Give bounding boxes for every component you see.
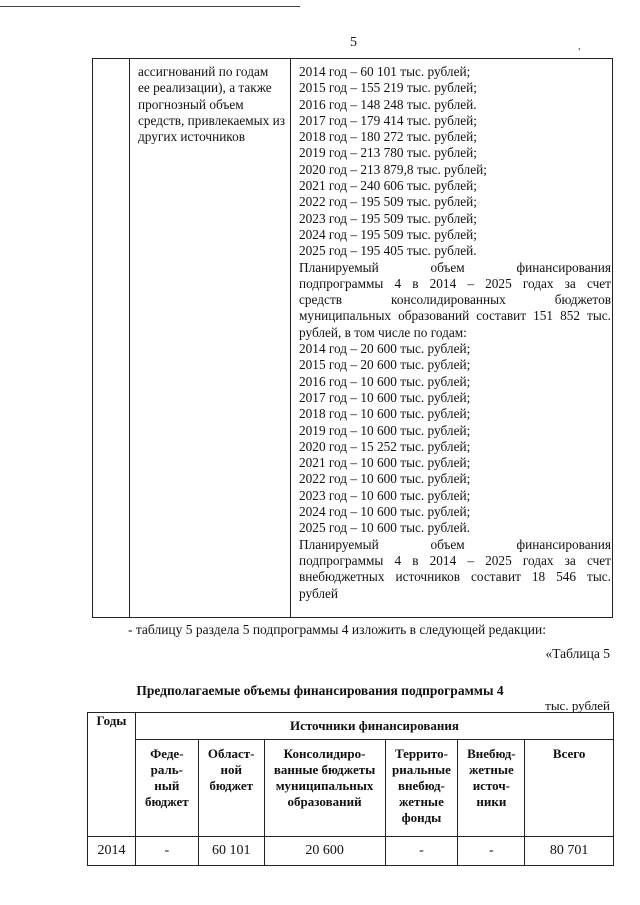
column-header-line: жетные: [399, 794, 444, 809]
column-header-line: ной: [220, 762, 242, 777]
column-header-line: риальные: [391, 762, 451, 777]
column-header-line: образований: [287, 794, 362, 809]
regional-year-line: 2014 год – 60 101 тыс. рублей;: [299, 64, 471, 79]
financing-table: [87, 712, 614, 866]
column-headers-row: [88, 740, 614, 837]
table-body: [88, 837, 614, 866]
regional-year-line: 2022 год – 195 509 тыс. рублей;: [299, 194, 477, 210]
value-cell: -: [135, 837, 198, 866]
municipal-year-line: 2021 год – 10 600 тыс. рублей;: [299, 455, 471, 471]
regional-year-line: 2016 год – 148 248 тыс. рублей.: [299, 96, 477, 112]
regional-budget-years: [299, 64, 611, 260]
regional-year-line: 2021 год – 240 606 тыс. рублей;: [299, 178, 477, 194]
municipal-year-line: 2017 год – 10 600 тыс. рублей;: [299, 389, 471, 405]
table-number-column: [93, 59, 130, 617]
municipal-year-line: 2014 год – 20 600 тыс. рублей;: [299, 341, 471, 357]
description-line: средств, привлекаемых из: [138, 112, 285, 128]
table-description-column: [130, 59, 291, 617]
column-header-line: Внебюд-: [467, 746, 516, 761]
value-cell: 80 701: [525, 837, 614, 866]
municipal-year-line: 2023 год – 10 600 тыс. рублей;: [299, 487, 471, 503]
extrabudget-line: рублей: [299, 585, 339, 601]
column-header-line: раль-: [150, 762, 183, 777]
column-header-line: жетные: [468, 762, 514, 777]
municipal-year-line: 2018 год – 10 600 тыс. рублей;: [299, 406, 471, 422]
municipal-intro-line: средств консолидированных бюджетов: [299, 292, 611, 308]
municipal-budget-years: [299, 341, 611, 537]
scan-mark: ,: [578, 40, 581, 52]
extrabudget-line: внебюджетных источников составит 18 546 тыс.: [299, 569, 611, 585]
column-header-line: Консолидиро-: [283, 746, 366, 761]
column-header-line: Област-: [207, 746, 255, 761]
table-title: Предполагаемые объемы финансирования подпрограммы 4: [136, 683, 504, 698]
municipal-year-line: 2015 год – 20 600 тыс. рублей;: [299, 357, 471, 373]
column-header-line: бюджет: [209, 778, 254, 793]
table-label: «Таблица 5: [545, 646, 610, 661]
municipal-year-line: 2019 год – 10 600 тыс. рублей;: [299, 422, 471, 438]
column-header: [525, 740, 614, 837]
regional-year-line: 2020 год – 213 879,8 тыс. рублей;: [299, 161, 487, 177]
description-line: ассигнований по годам: [138, 64, 269, 79]
extrabudget-line: Планируемый объем финансирования: [299, 536, 611, 552]
units-label: тыс. рублей: [545, 698, 610, 713]
regional-year-line: 2019 год – 213 780 тыс. рублей;: [299, 145, 477, 161]
column-header: [135, 740, 198, 837]
regional-year-line: 2018 год – 180 272 тыс. рублей;: [299, 129, 477, 145]
municipal-intro: [299, 260, 611, 341]
column-header: [458, 740, 525, 837]
municipal-intro-line: подпрограммы 4 в 2014 – 2025 годах за счет: [299, 275, 611, 291]
column-header-line: Террито-: [394, 746, 448, 761]
regional-year-line: 2023 год – 195 509 тыс. рублей;: [299, 210, 477, 226]
instruction-text: - таблицу 5 раздела 5 подпрограммы 4 изложить в следующей редакции:: [128, 622, 547, 637]
municipal-year-line: 2020 год – 15 252 тыс. рублей;: [299, 438, 471, 454]
municipal-year-line: 2022 год – 10 600 тыс. рублей;: [299, 471, 471, 487]
value-cell: -: [458, 837, 525, 866]
table-row: [88, 837, 614, 866]
page-number: 5: [350, 35, 357, 50]
municipal-year-line: 2016 год – 10 600 тыс. рублей;: [299, 373, 471, 389]
column-header-line: бюджет: [144, 794, 189, 809]
top-rule: [0, 6, 300, 7]
value-cell: 60 101: [198, 837, 264, 866]
regional-year-line: 2015 год – 155 219 тыс. рублей;: [299, 80, 477, 96]
description-line: ее реализации), а также: [138, 80, 272, 96]
description-line: других источников: [138, 129, 246, 145]
sources-header: Источники финансирования: [135, 713, 613, 740]
table-financing-column: [291, 59, 613, 617]
value-cell: 20 600: [264, 837, 385, 866]
regional-year-line: 2024 год – 195 509 тыс. рублей;: [299, 226, 477, 242]
years-header: Годы: [88, 713, 136, 837]
extrabudget-line: подпрограммы 4 в 2014 – 2025 годах за счет: [299, 552, 611, 568]
municipal-intro-line: Планируемый объем финансирования: [299, 259, 611, 275]
municipal-intro-line: рублей, в том числе по годам:: [299, 324, 467, 340]
column-header: [385, 740, 458, 837]
year-cell: 2014: [88, 837, 136, 866]
column-header-line: муниципальных: [275, 778, 374, 793]
municipal-intro-line: муниципальных образований составит 151 852 тыс.: [299, 308, 611, 324]
column-header-line: ванные бюджеты: [273, 762, 376, 777]
financing-text: [299, 64, 611, 602]
column-header-line: ный: [154, 778, 180, 793]
description-text: [138, 64, 290, 145]
column-header-line: внебюд-: [398, 778, 445, 793]
regional-year-line: 2025 год – 195 405 тыс. рублей.: [299, 243, 477, 259]
column-header: [198, 740, 264, 837]
column-header-line: Феде-: [150, 746, 184, 761]
column-header-line: Всего: [552, 746, 586, 761]
column-header-line: ники: [476, 794, 507, 809]
extrabudgetary-paragraph: [299, 537, 611, 602]
column-header-line: фонды: [401, 810, 442, 825]
regional-year-line: 2017 год – 179 414 тыс. рублей;: [299, 112, 477, 128]
municipal-year-line: 2024 год – 10 600 тыс. рублей;: [299, 504, 471, 520]
municipal-year-line: 2025 год – 10 600 тыс. рублей.: [299, 520, 470, 536]
description-line: прогнозный объем: [138, 96, 244, 112]
value-cell: -: [385, 837, 458, 866]
financing-table-fragment: [92, 58, 613, 618]
column-header: [264, 740, 385, 837]
column-header-line: источ-: [472, 778, 510, 793]
